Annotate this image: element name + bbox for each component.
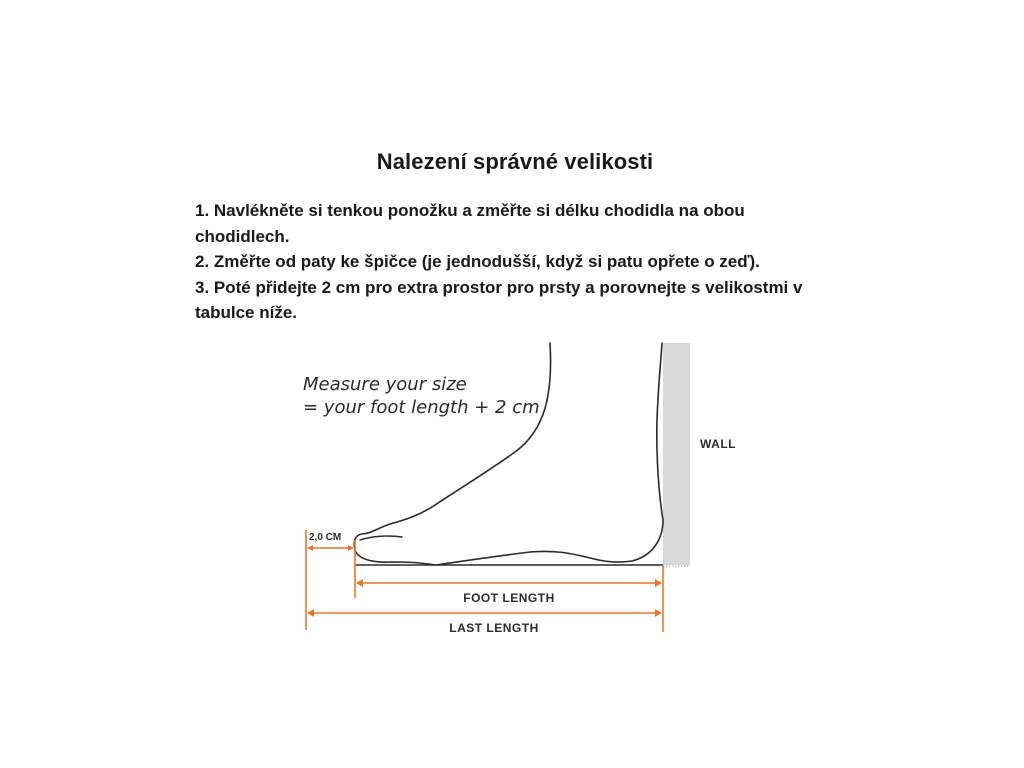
foot-length-label: FOOT LENGTH (463, 591, 555, 605)
instruction-step-1: 1. Navlékněte si tenkou ponožku a změřte si délku chodidla na obou chodidlech. (195, 201, 745, 246)
instruction-step-2: 2. Změřte od paty ke špičce (je jednodušší, když si patu opřete o zeď). (195, 252, 760, 271)
measure-note-line2: = your foot length + 2 cm (303, 397, 540, 418)
wall (663, 343, 690, 565)
last-length-arrow (307, 609, 662, 617)
measure-note-line1: Measure your size (303, 374, 467, 395)
instruction-step-3: 3. Poté přidejte 2 cm pro extra prostor pro prsty a porovnejte s velikostmi v tabulce níže. (195, 277, 803, 322)
last-length-label: LAST LENGTH (449, 621, 539, 635)
toe-detail (360, 536, 402, 540)
wall-label: WALL (700, 437, 736, 451)
page-title: Nalezení správné velikosti (376, 149, 654, 174)
extra-space-label: 2,0 CM (309, 532, 342, 543)
